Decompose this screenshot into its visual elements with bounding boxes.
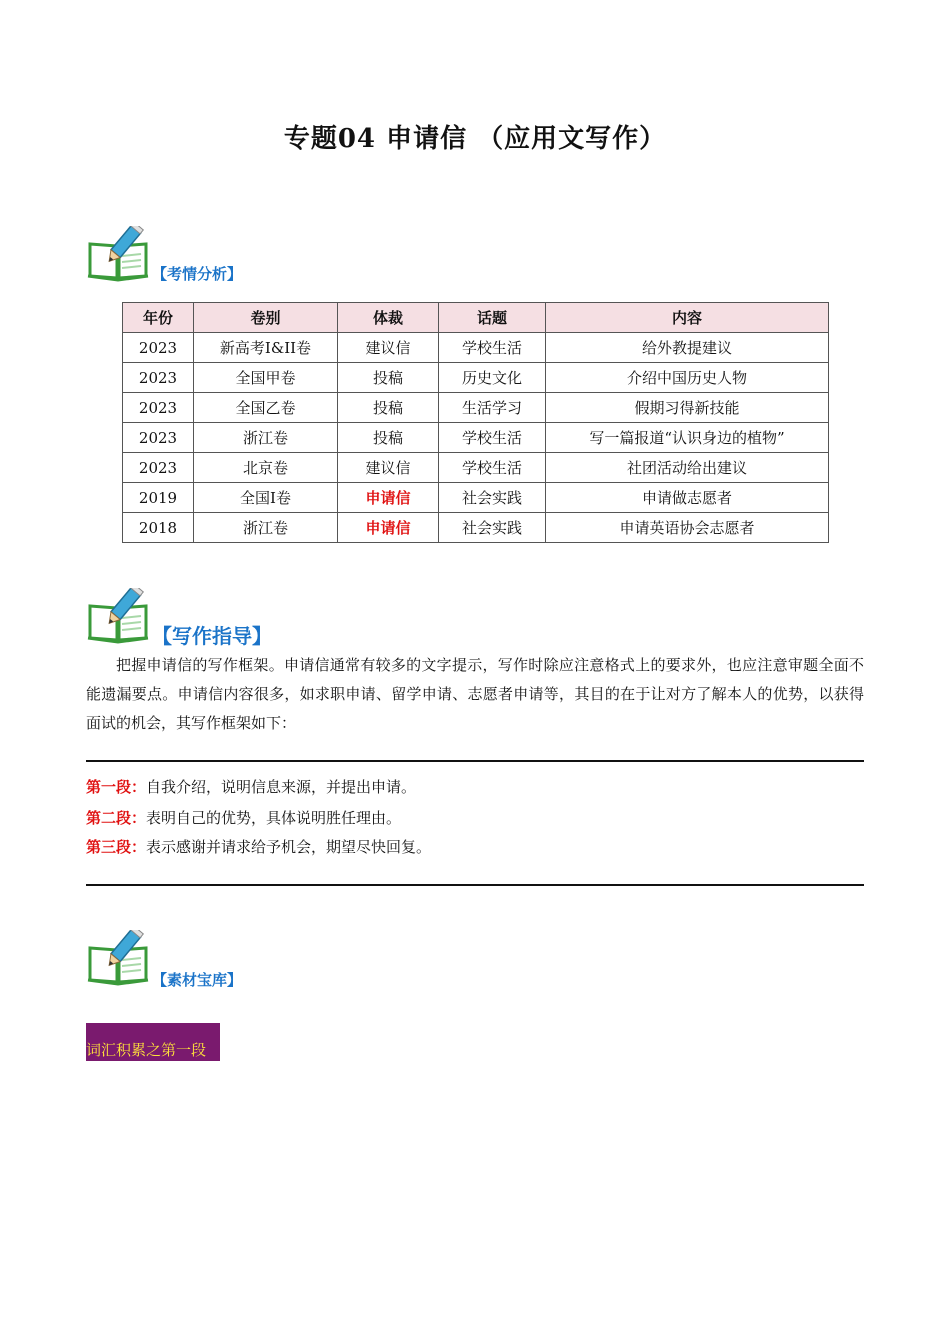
vocab-heading: 词汇积累之第一段 [86,1041,207,1059]
section-label-guide: 【写作指导】 [152,624,272,648]
table-cell: 2023 [123,393,194,423]
framework-item [86,776,416,797]
framework-text: 表明自己的优势，具体说明胜任理由。 [146,809,402,827]
table-cell: 浙江卷 [194,513,338,543]
section-label-analysis: 【考情分析】 [152,265,243,283]
table-cell: 北京卷 [194,453,338,483]
open-book-pencil-icon [86,226,150,282]
divider-top [86,760,864,762]
table-cell: 2023 [123,423,194,453]
table-cell: 学校生活 [439,333,546,363]
table-cell: 建议信 [338,453,439,483]
table-cell: 投稿 [338,363,439,393]
table-row [123,423,829,453]
table-header-row [123,303,829,333]
framework-item [86,807,401,828]
table-cell: 全国I卷 [194,483,338,513]
table-row [123,513,829,543]
open-book-pencil-icon [86,930,150,986]
framework-label: 第三段： [86,838,147,856]
table-cell: 2018 [123,513,194,543]
framework-item [86,836,431,857]
table-cell: 给外教提建议 [546,333,829,363]
table-row [123,333,829,363]
table-cell: 假期习得新技能 [546,393,829,423]
table-cell: 2023 [123,363,194,393]
section-label-material: 【素材宝库】 [152,971,243,989]
column-header: 年份 [123,303,194,333]
table-cell: 全国乙卷 [194,393,338,423]
table-cell: 申请做志愿者 [546,483,829,513]
framework-label: 第一段： [86,778,147,796]
vocab-heading-box [86,1023,220,1061]
table-row [123,363,829,393]
table-cell: 学校生活 [439,453,546,483]
exam-table [122,302,829,543]
table-cell: 写一篇报道“认识身边的植物” [546,423,829,453]
table-cell: 生活学习 [439,393,546,423]
table-row [123,393,829,423]
column-header: 卷别 [194,303,338,333]
table-cell: 2023 [123,453,194,483]
column-header: 话题 [439,303,546,333]
column-header: 内容 [546,303,829,333]
framework-text: 表示感谢并请求给予机会，期望尽快回复。 [146,838,432,856]
table-cell: 2023 [123,333,194,363]
divider-bottom [86,884,864,886]
column-header: 体裁 [338,303,439,333]
table-cell: 申请英语协会志愿者 [546,513,829,543]
table-cell: 全国甲卷 [194,363,338,393]
framework-text: 自我介绍，说明信息来源，并提出申请。 [146,778,417,796]
table-row [123,453,829,483]
table-cell: 新高考I&II卷 [194,333,338,363]
page-title: 专题04 申请信 （应用文写作） [283,124,667,154]
table-cell: 浙江卷 [194,423,338,453]
table-cell: 社团活动给出建议 [546,453,829,483]
table-cell: 历史文化 [439,363,546,393]
table-cell-highlight: 申请信 [338,513,439,543]
table-cell: 社会实践 [439,513,546,543]
open-book-pencil-icon [86,588,150,644]
table-cell: 投稿 [338,393,439,423]
table-row [123,483,829,513]
guide-paragraph: 把握申请信的写作框架。申请信通常有较多的文字提示，写作时除应注意格式上的要求外，也应注意审题全面不能遗漏要点。申请信内容很多，如求职申请、留学申请、志愿者申请等，其目的在于让对方了解本人的优势，以获得面试的机会，其写作框架如下： [86,656,864,732]
table-cell: 2019 [123,483,194,513]
table-cell: 学校生活 [439,423,546,453]
framework-label: 第二段： [86,809,147,827]
table-cell: 投稿 [338,423,439,453]
table-cell: 建议信 [338,333,439,363]
table-cell-highlight: 申请信 [338,483,439,513]
table-cell: 介绍中国历史人物 [546,363,829,393]
table-cell: 社会实践 [439,483,546,513]
